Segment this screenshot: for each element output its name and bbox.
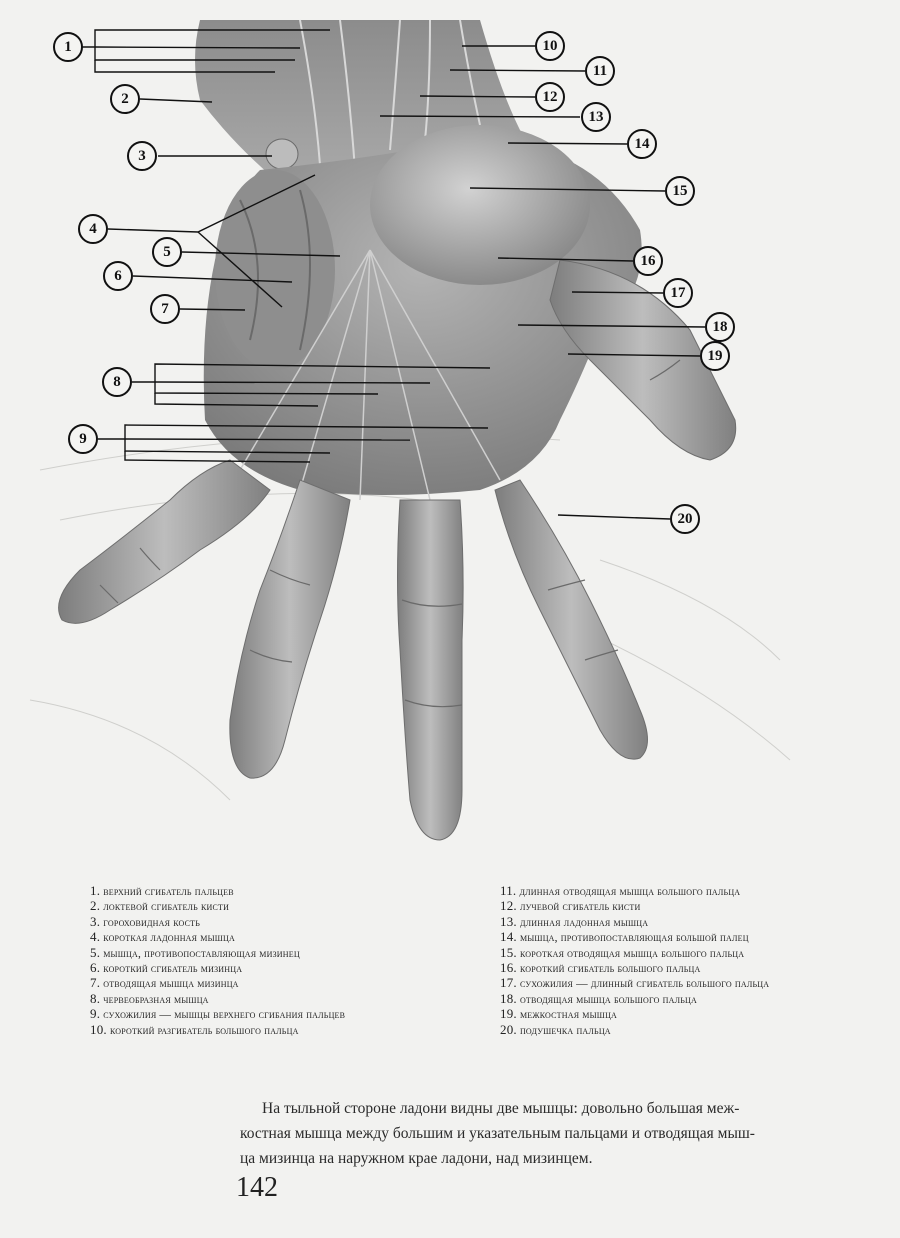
legend-item-text: мышца, противопоставляющая большой палец <box>519 932 749 945</box>
legend-item-number: 20. <box>500 1021 517 1037</box>
legend-item-number: 2. <box>90 898 101 914</box>
legend-item-number: 8. <box>90 990 101 1006</box>
callout-number-5: 5 <box>163 244 171 260</box>
legend-item-number: 16. <box>500 960 517 976</box>
callout-number-18: 18 <box>712 319 728 335</box>
legend-item-text: длинная ладонная мышца <box>519 916 649 929</box>
legend-item-text: короткий разгибатель большого пальца <box>109 1024 299 1037</box>
legend-item <box>90 899 490 914</box>
legend-item <box>90 946 490 961</box>
legend-item-number: 1. <box>90 883 101 898</box>
legend-item-text: червеобразная мышца <box>103 993 209 1006</box>
legend-item-text: сухожилия — длинный сгибатель большого пальца <box>519 978 770 991</box>
page-number: 142 <box>236 1172 278 1203</box>
legend-item-number: 10. <box>90 1021 107 1037</box>
legend-item-text: отводящая мышца мизинца <box>103 978 239 991</box>
legend-item-text: лучевой сгибатель кисти <box>519 901 641 914</box>
callout-number-1: 1 <box>64 39 72 55</box>
legend-item-text: мышца, противопоставляющая мизинец <box>103 947 300 960</box>
legend-item-number: 19. <box>500 1006 517 1022</box>
callout-number-4: 4 <box>89 221 97 237</box>
legend-item-text: межкостная мышца <box>519 1009 618 1022</box>
callout-number-19: 19 <box>707 348 723 364</box>
callout-number-12: 12 <box>542 89 558 105</box>
legend-item <box>90 976 490 991</box>
legend-item-number: 6. <box>90 960 101 976</box>
legend-item-number: 3. <box>90 913 101 929</box>
legend-item-text: отводящая мышца большого пальца <box>519 993 697 1006</box>
legend-item-text: гороховидная кость <box>103 916 201 929</box>
legend-item <box>90 961 490 976</box>
legend-item <box>500 992 890 1007</box>
thenar-eminence-shape <box>370 125 590 285</box>
legend-item-text: короткий сгибатель большого пальца <box>519 963 701 976</box>
pisiform-bone-shape <box>266 139 298 169</box>
legend-item-number: 18. <box>500 990 517 1006</box>
caption-line: костная мышца между большим и указательным пальцами и отводящая мыш- <box>240 1125 755 1142</box>
legend-item <box>90 915 490 930</box>
callout-number-13: 13 <box>588 109 604 125</box>
legend-item-number: 12. <box>500 898 517 914</box>
legend-item-text: сухожилия — мышцы верхнего сгибания пальцев <box>103 1009 346 1022</box>
callout-number-3: 3 <box>138 148 146 164</box>
legend-item-text: верхний сгибатель пальцев <box>103 886 234 898</box>
legend-item <box>90 884 490 899</box>
legend-item-number: 13. <box>500 913 517 929</box>
legend-item-number: 14. <box>500 929 517 945</box>
legend-item-text: локтевой сгибатель кисти <box>103 901 230 914</box>
legend-item <box>500 1007 890 1022</box>
callout-number-2: 2 <box>121 91 129 107</box>
legend-item-number: 7. <box>90 975 101 991</box>
legend-item <box>90 1023 490 1038</box>
legend-item <box>500 976 890 991</box>
legend-item <box>500 1023 890 1038</box>
legend-item-text: короткая отводящая мышца большого пальца <box>519 947 745 960</box>
legend-item <box>500 899 890 914</box>
legend-right-column <box>500 884 890 1038</box>
callout-number-17: 17 <box>670 285 686 301</box>
legend-item-number: 4. <box>90 929 101 945</box>
ring-finger-shape <box>230 480 350 778</box>
callout-number-15: 15 <box>672 183 688 199</box>
legend-item <box>500 930 890 945</box>
callout-number-8: 8 <box>113 374 121 390</box>
legend-item <box>90 992 490 1007</box>
legend-item-text: короткий сгибатель мизинца <box>103 963 243 976</box>
legend-item-text: подушечка пальца <box>519 1024 611 1037</box>
legend-item-number: 9. <box>90 1006 101 1022</box>
legend-item <box>90 930 490 945</box>
legend-item <box>500 961 890 976</box>
caption-line: На тыльной стороне ладони видны две мышцы: довольно большая меж- <box>262 1100 740 1117</box>
callout-number-14: 14 <box>634 136 650 152</box>
legend-item <box>90 1007 490 1022</box>
caption-paragraph <box>240 1096 860 1171</box>
callout-number-7: 7 <box>161 301 169 317</box>
legend-item-number: 5. <box>90 944 101 960</box>
caption-line: ца мизинца на наружном крае ладони, над мизинцем. <box>240 1150 593 1167</box>
callout-number-16: 16 <box>640 253 656 269</box>
callout-number-11: 11 <box>592 63 608 79</box>
legend-item-text: короткая ладонная мышца <box>103 932 235 945</box>
legend-item-number: 11. <box>500 883 517 898</box>
legend-item <box>500 884 890 899</box>
callout-number-20: 20 <box>677 511 693 527</box>
callout-number-10: 10 <box>542 38 558 54</box>
legend-item-number: 17. <box>500 975 517 991</box>
callout-number-6: 6 <box>114 268 122 284</box>
legend-item-number: 15. <box>500 944 517 960</box>
little-finger-shape <box>59 460 270 623</box>
callout-number-9: 9 <box>79 431 87 447</box>
legend-item <box>500 915 890 930</box>
legend-left-column <box>90 884 490 1038</box>
middle-finger-shape <box>398 500 464 840</box>
legend-item <box>500 946 890 961</box>
index-finger-shape <box>495 480 648 759</box>
legend-item-text: длинная отводящая мышца большого пальца <box>519 886 741 898</box>
